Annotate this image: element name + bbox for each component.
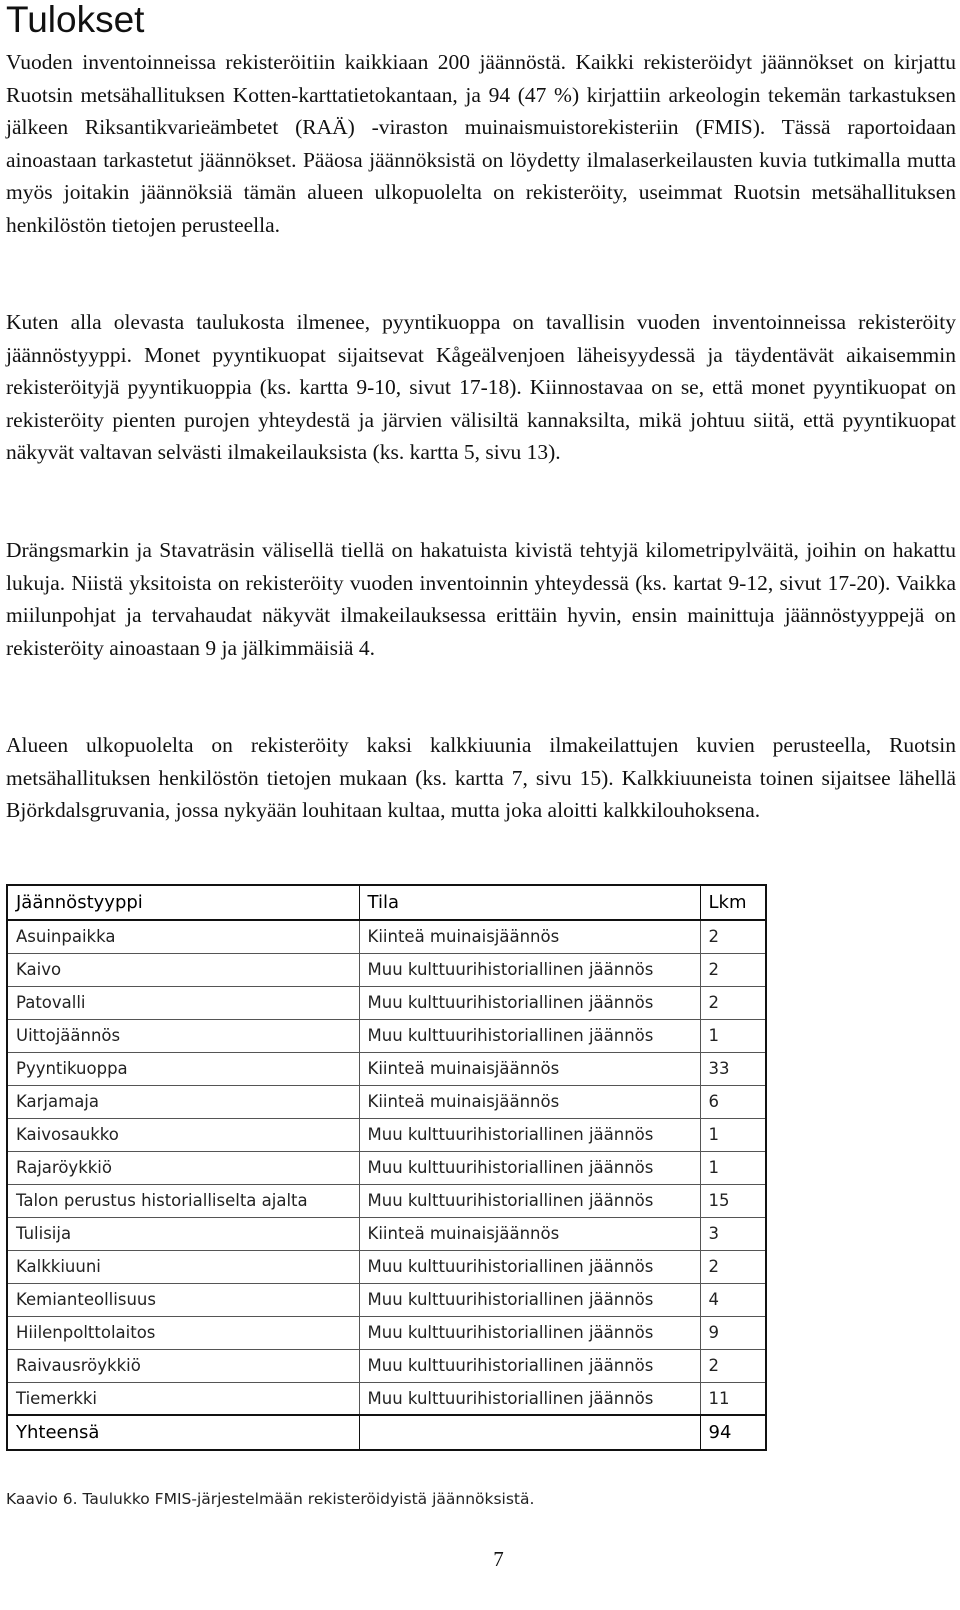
cell-count: 2 [700, 953, 766, 986]
cell-type: Patovalli [7, 986, 359, 1019]
cell-count: 2 [700, 1349, 766, 1382]
header-count: Lkm [700, 885, 766, 920]
cell-status: Muu kulttuurihistoriallinen jäännös [359, 1316, 700, 1349]
cell-count: 3 [700, 1217, 766, 1250]
table-row [7, 920, 766, 953]
total-status [359, 1415, 700, 1450]
table-row [7, 1019, 766, 1052]
table-row [7, 1382, 766, 1415]
total-label: Yhteensä [7, 1415, 359, 1450]
cell-status: Muu kulttuurihistoriallinen jäännös [359, 986, 700, 1019]
cell-type: Tulisija [7, 1217, 359, 1250]
table-row [7, 1316, 766, 1349]
cell-count: 2 [700, 1250, 766, 1283]
cell-status: Muu kulttuurihistoriallinen jäännös [359, 1382, 700, 1415]
cell-count: 15 [700, 1184, 766, 1217]
cell-type: Kemianteollisuus [7, 1283, 359, 1316]
cell-status: Kiinteä muinaisjäännös [359, 920, 700, 953]
cell-status: Muu kulttuurihistoriallinen jäännös [359, 1349, 700, 1382]
table-header-row [7, 885, 766, 920]
cell-status: Kiinteä muinaisjäännös [359, 1217, 700, 1250]
cell-status: Kiinteä muinaisjäännös [359, 1052, 700, 1085]
table-row [7, 986, 766, 1019]
cell-status: Muu kulttuurihistoriallinen jäännös [359, 1019, 700, 1052]
cell-type: Pyyntikuoppa [7, 1052, 359, 1085]
cell-count: 9 [700, 1316, 766, 1349]
cell-count: 33 [700, 1052, 766, 1085]
cell-status: Kiinteä muinaisjäännös [359, 1085, 700, 1118]
cell-type: Asuinpaikka [7, 920, 359, 953]
header-type: Jäännöstyyppi [7, 885, 359, 920]
cell-type: Rajaröykkiö [7, 1151, 359, 1184]
table-row [7, 1349, 766, 1382]
table-total-row [7, 1415, 766, 1450]
cell-type: Kaivo [7, 953, 359, 986]
table-row [7, 1283, 766, 1316]
page-title: Tulokset [6, 0, 145, 40]
paragraph-4: Alueen ulkopuolelta on rekisteröity kaksi kalkkiuunia ilmakeilattujen kuvien perusteella, Ruotsin metsähallituksen henkilöstön tietojen mukaan (ks. kartta 7, sivu 15). Kalkkiuuneista toinen sijaitsee lähellä Björkdalsgruvania, jossa nykyään louhitaan kultaa, mutta joka aloitti kalkkilouhoksena. [6, 733, 956, 822]
cell-status: Muu kulttuurihistoriallinen jäännös [359, 1118, 700, 1151]
cell-count: 1 [700, 1118, 766, 1151]
cell-count: 1 [700, 1151, 766, 1184]
table-body [7, 920, 766, 1415]
cell-count: 2 [700, 920, 766, 953]
table-row [7, 1085, 766, 1118]
cell-type: Kaivosaukko [7, 1118, 359, 1151]
cell-type: Tiemerkki [7, 1382, 359, 1415]
table-row [7, 1250, 766, 1283]
cell-status: Muu kulttuurihistoriallinen jäännös [359, 1184, 700, 1217]
cell-type: Kalkkiuuni [7, 1250, 359, 1283]
header-status: Tila [359, 885, 700, 920]
cell-count: 4 [700, 1283, 766, 1316]
cell-count: 6 [700, 1085, 766, 1118]
table-row [7, 1118, 766, 1151]
cell-count: 11 [700, 1382, 766, 1415]
cell-count: 2 [700, 986, 766, 1019]
paragraph-3: Drängsmarkin ja Stavaträsin välisellä tiellä on hakatuista kivistä tehtyjä kilometripylväitä, joihin on hakattu lukuja. Niistä yksitoista on rekisteröity vuoden inventoinnin yhteydessä (ks. kartat 9-12, sivut 17-20). Vaikka miilunpohjat ja tervahaudat näkyvät ilmakeilauksessa erittäin hyvin, ensin mainittuja jäännöstyyppejä on rekisteröity ainoastaan 9 ja jälkimmäisiä 4. [6, 538, 956, 660]
cell-type: Raivausröykkiö [7, 1349, 359, 1382]
page-number: 7 [493, 1547, 504, 1571]
table-row [7, 1217, 766, 1250]
cell-type: Hiilenpolttolaitos [7, 1316, 359, 1349]
remains-table [6, 884, 767, 1451]
paragraph-1: Vuoden inventoinneissa rekisteröitiin kaikkiaan 200 jäännöstä. Kaikki rekisteröidyt jäännökset on kirjattu Ruotsin metsähallituksen Kotten-karttatietokantaan, ja 94 (47 %) kirjattiin arkeologin tekemän tarkastuksen jälkeen Riksantikvarieämbetet (RAÄ) -viraston muinaismuistorekisteriin (FMIS). Tässä raportoidaan ainoastaan tarkastetut jäännökset. Pääosa jäännöksistä on löydetty ilmalaserkeilausten kuvia tutkimalla mutta myös joitakin jäännöksiä tämän alueen ulkopuolelta on rekisteröity, useimmat Ruotsin metsähallituksen henkilöstön tietojen perusteella. [6, 50, 956, 237]
cell-type: Karjamaja [7, 1085, 359, 1118]
cell-status: Muu kulttuurihistoriallinen jäännös [359, 1151, 700, 1184]
cell-status: Muu kulttuurihistoriallinen jäännös [359, 953, 700, 986]
table-row [7, 1052, 766, 1085]
table-row [7, 953, 766, 986]
cell-status: Muu kulttuurihistoriallinen jäännös [359, 1250, 700, 1283]
cell-count: 1 [700, 1019, 766, 1052]
total-value: 94 [700, 1415, 766, 1450]
cell-status: Muu kulttuurihistoriallinen jäännös [359, 1283, 700, 1316]
cell-type: Uittojäännös [7, 1019, 359, 1052]
table-row [7, 1151, 766, 1184]
table-caption: Kaavio 6. Taulukko FMIS-järjestelmään rekisteröidyistä jäännöksistä. [6, 1490, 535, 1508]
paragraph-2: Kuten alla olevasta taulukosta ilmenee, pyyntikuoppa on tavallisin vuoden inventoinneissa rekisteröity jäännöstyyppi. Monet pyyntikuopat sijaitsevat Kågeälvenjoen läheisyydessä ja täydentävät aikaisemmin rekisteröityjä pyyntikuoppia (ks. kartta 9-10, sivut 17-18). Kiinnostavaa on se, että monet pyyntikuopat on rekisteröity pienten purojen yhteydestä ja järvien välisiltä kannaksilta, mikä johtuu siitä, että pyyntikuopat näkyvät valtavan selvästi ilmakeilauksista (ks. kartta 5, sivu 13). [6, 310, 956, 464]
cell-type: Talon perustus historialliselta ajalta [7, 1184, 359, 1217]
table-row [7, 1184, 766, 1217]
